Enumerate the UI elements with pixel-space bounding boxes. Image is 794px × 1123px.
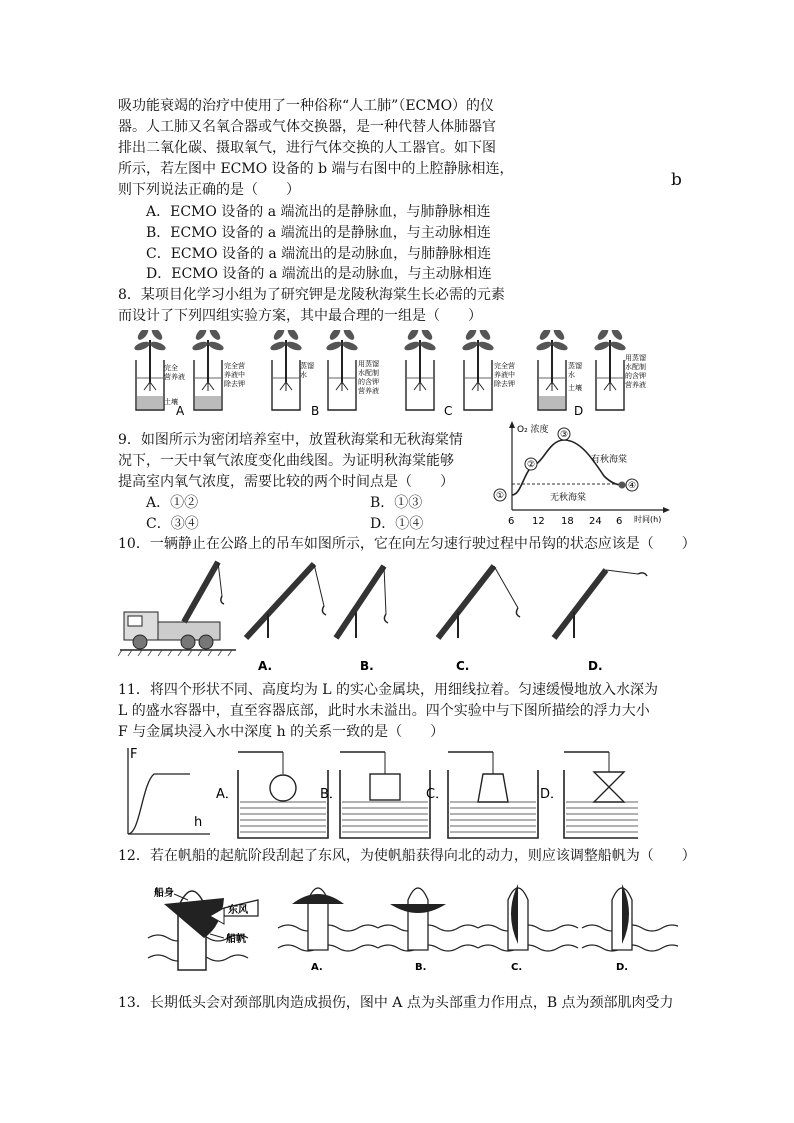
q8-b-left-setup: [269, 330, 302, 410]
q11-force-depth-graph: [128, 747, 210, 834]
svg-text:完全营: 完全营: [224, 362, 245, 370]
svg-text:土壤: 土壤: [568, 384, 582, 392]
q12-main-boat: [148, 886, 258, 970]
q12-option-b: [378, 888, 478, 973]
q12-option-d: [582, 884, 678, 973]
q8-line-2: 而设计了下列四组实验方案，其中最合理的一组是（ ）: [118, 308, 482, 324]
q11-option-b: [320, 752, 430, 838]
q8-letter-b: B: [311, 404, 320, 418]
svg-text:B.: B.: [360, 659, 374, 673]
q8-d-right-setup: [593, 330, 626, 410]
q9-option-d: D．①④: [370, 516, 424, 532]
svg-text:B.: B.: [415, 962, 427, 973]
q12-hull-label: 船身: [154, 888, 174, 899]
q8-a-right-setup: [191, 330, 224, 410]
q11-line-3: F 与金属块浸入水中深度 h 的关系一致的是（ ）: [118, 724, 445, 740]
q7-side-label: b: [671, 170, 682, 190]
q11-figure: [118, 744, 638, 844]
svg-text:用蒸馏: 用蒸馏: [358, 360, 379, 368]
q8-letter-d: D: [574, 404, 584, 418]
q9-point-1: [494, 489, 506, 501]
svg-text:水配制: 水配制: [625, 363, 646, 371]
q11-option-c: [426, 752, 538, 838]
q11-graph-x-label: h: [194, 815, 203, 830]
svg-text:D．: D．: [540, 787, 564, 802]
q10-option-a: [246, 564, 326, 673]
svg-text:A．: A．: [216, 787, 238, 802]
q7-option-d: D．ECMO 设备的 a 端流出的是动脉血，与主动脉相连: [146, 266, 492, 282]
svg-text:的含钾: 的含钾: [625, 372, 646, 380]
svg-text:水配制: 水配制: [358, 369, 379, 377]
q11-option-a: [216, 752, 328, 838]
svg-text:的含钾: 的含钾: [358, 378, 379, 386]
q7-line-3: 排出二氧化碳、摄取氧气，进行气体交换的人工器官。如下图: [118, 140, 496, 156]
q8-letter-a: A: [176, 404, 185, 418]
q13-text: 13．长期低头会对颈部肌肉造成损伤，图中 A 点为头部重力作用点，B 点为颈部肌肉受力: [118, 995, 674, 1011]
q9-tick-2: 12: [532, 516, 545, 527]
svg-text:完全: 完全: [164, 364, 178, 372]
q7-option-b: B．ECMO 设备的 a 端流出的是静脉血，与主动脉相连: [146, 225, 491, 241]
q9-option-a: A．①②: [146, 495, 199, 511]
q7-line-4: 所示，若左图中 ECMO 设备的 b 端与右图中的上腔静脉相连，: [118, 161, 514, 177]
svg-text:土壤: 土壤: [164, 398, 178, 406]
svg-text:营养液: 营养液: [358, 387, 379, 395]
svg-text:营养液: 营养液: [164, 373, 185, 381]
svg-text:蒸馏: 蒸馏: [300, 362, 314, 370]
q7-option-c: C．ECMO 设备的 a 端流出的是动脉血，与肺静脉相连: [146, 246, 492, 262]
q11-line-2: L 的盛水容器中，直至容器底部，此时水未溢出。四个实验中与下图所描绘的浮力大小: [118, 703, 650, 719]
svg-text:③: ③: [559, 430, 569, 440]
q9-series-without-label: 无秋海棠: [550, 493, 587, 503]
q7-line-5: 则下列说法正确的是（ ）: [118, 182, 300, 198]
q12-wind-label: 东风: [228, 905, 248, 916]
q9-line-1: 9．如图所示为密闭培养室中，放置秋海棠和无秋海棠情: [118, 432, 463, 448]
q8-letter-c: C: [444, 404, 453, 418]
q9-tick-1: 6: [508, 516, 515, 527]
q9-option-c: C．③④: [146, 516, 199, 532]
svg-text:除去钾: 除去钾: [224, 380, 245, 388]
q9-tick-4: 24: [589, 516, 602, 527]
svg-text:④: ④: [627, 481, 637, 491]
svg-text:D.: D.: [588, 659, 603, 673]
svg-text:水: 水: [300, 371, 307, 379]
q7-option-a: A．ECMO 设备的 a 端流出的是静脉血，与肺静脉相连: [146, 204, 491, 220]
svg-text:养液中: 养液中: [494, 371, 515, 379]
svg-text:除去钾: 除去钾: [494, 380, 515, 388]
svg-text:A.: A.: [258, 659, 273, 673]
q12-option-c: [478, 884, 578, 973]
q9-tick-3: 18: [561, 516, 574, 527]
q8-d-left-setup: [535, 330, 568, 410]
svg-text:B．: B．: [320, 787, 342, 802]
svg-text:①: ①: [495, 491, 505, 501]
svg-text:用蒸馏: 用蒸馏: [625, 354, 646, 362]
q12-option-a: [278, 888, 378, 973]
q8-a-left-setup: [133, 330, 166, 410]
svg-text:C．: C．: [426, 787, 449, 802]
svg-text:D.: D.: [616, 962, 629, 973]
q10-text: 10．一辆静止在公路上的吊车如图所示，它在向左匀速行驶过程中吊钩的状态应该是（ ）: [118, 536, 696, 552]
svg-text:C.: C.: [511, 962, 523, 973]
q12-sail-figure: [118, 870, 678, 982]
svg-text:养液中: 养液中: [224, 371, 245, 379]
svg-text:营养液: 营养液: [625, 381, 646, 389]
q8-c-left-setup: [403, 330, 436, 410]
q8-c-right-setup: [461, 330, 494, 410]
svg-text:②: ②: [526, 460, 536, 470]
q8-experiment-figure: [128, 330, 668, 420]
q9-series-with-label: 有秋海棠: [591, 455, 628, 465]
q10-option-d: [554, 570, 647, 673]
q9-point-3: [558, 428, 570, 440]
q11-graph-y-label: F: [130, 747, 138, 762]
q10-option-b: [336, 566, 388, 673]
q11-option-d: [540, 752, 638, 838]
svg-text:蒸馏: 蒸馏: [568, 362, 582, 370]
q7-line-1: 吸功能衰竭的治疗中使用了一种俗称“人工肺”（ECMO）的仪: [118, 98, 495, 114]
q12-text: 12．若在帆船的起航阶段刮起了东风，为使帆船获得向北的动力，则应该调整船帆为（ ）: [118, 848, 696, 864]
q11-line-1: 11．将四个形状不同、高度均为 L 的实心金属块，用细线拉着。匀速缓慢地放入水深为: [118, 682, 659, 698]
q9-oxygen-chart: [488, 418, 678, 530]
q7-line-2: 器。人工肺又名氧合器或气体交换器，是一种代替人体肺器官: [118, 119, 496, 135]
svg-text:完全营: 完全营: [494, 362, 515, 370]
svg-text:C.: C.: [456, 659, 470, 673]
svg-text:A.: A.: [311, 962, 323, 973]
q8-line-1: 8．某项目化学习小组为了研究钾是龙陵秋海棠生长必需的元素: [118, 287, 505, 303]
q9-option-b: B．①③: [370, 495, 423, 511]
q8-b-right-setup: [325, 330, 358, 410]
q10-option-c: [438, 566, 520, 673]
q9-x-label: 时间(h): [634, 515, 662, 524]
q10-truck: [118, 562, 236, 656]
q9-point-4: [626, 479, 638, 491]
q9-tick-5: 6: [616, 516, 623, 527]
q12-sail-label: 船帆: [226, 934, 246, 945]
q9-point-2: [525, 458, 537, 470]
q9-y-label: O₂ 浓度: [517, 425, 549, 435]
q9-line-2: 况下，一天中氧气浓度变化曲线图。为证明秋海棠能够: [118, 453, 454, 469]
q10-crane-figure: [118, 556, 678, 676]
svg-text:水: 水: [568, 371, 575, 379]
q9-line-3: 提高室内氧气浓度，需要比较的两个时间点是（ ）: [118, 474, 454, 490]
